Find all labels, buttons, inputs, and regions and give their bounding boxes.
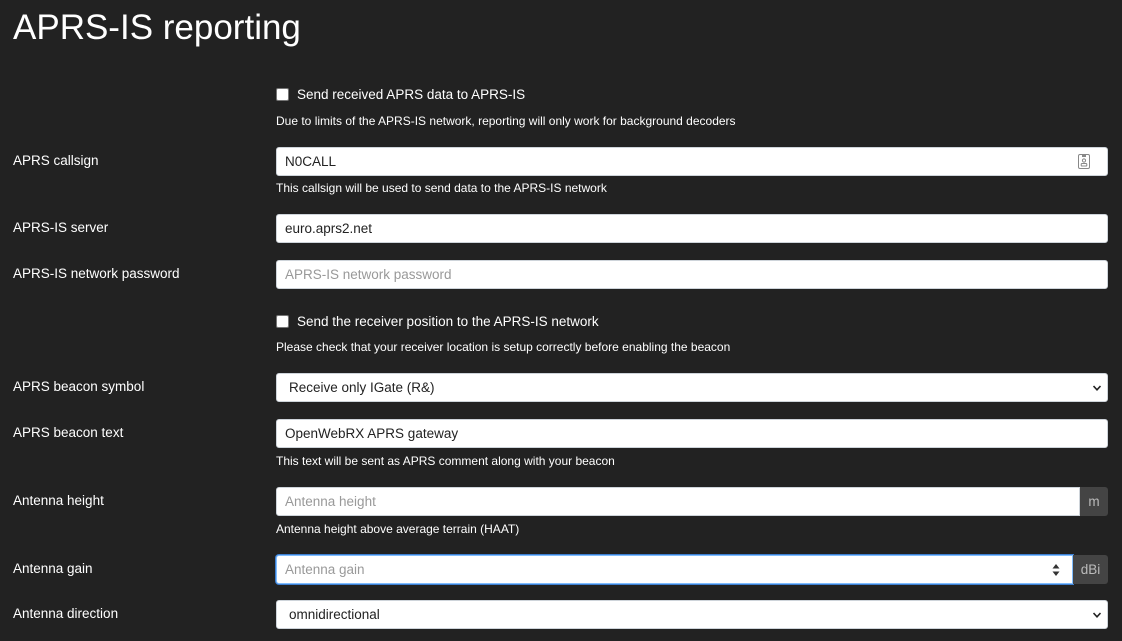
beacon-symbol-value: Receive only IGate (R&) [289,380,435,395]
beacon-position-help: Please check that your receiver location is setup correctly before enabling the beacon [276,340,731,354]
password-input[interactable] [276,260,1108,289]
beacon-position-checkbox[interactable] [276,315,289,328]
callsign-label: APRS callsign [13,153,99,168]
antenna-gain-unit: dBi [1073,555,1108,584]
server-label: APRS-IS server [13,220,109,235]
chevron-down-icon [1093,384,1101,392]
antenna-height-placeholder: Antenna height [285,494,376,509]
beacon-text-label: APRS beacon text [13,425,124,440]
number-spinner-icon[interactable] [1052,563,1060,577]
password-placeholder: APRS-IS network password [285,267,452,282]
beacon-position-row[interactable] [276,312,599,330]
beacon-text-help: This text will be sent as APRS comment along with your beacon [276,454,615,468]
server-value: euro.aprs2.net [285,221,373,236]
page-title: APRS-IS reporting [13,8,301,47]
beacon-symbol-label: APRS beacon symbol [13,379,145,394]
antenna-height-unit: m [1080,487,1108,516]
callsign-help: This callsign will be used to send data to the APRS-IS network [276,181,607,195]
antenna-height-input[interactable] [276,487,1080,516]
chevron-down-icon [1093,611,1101,619]
report-aprs-checkbox-label[interactable]: Send received APRS data to APRS-IS [297,86,526,102]
antenna-gain-placeholder: Antenna gain [285,562,365,577]
antenna-height-label: Antenna height [13,493,104,508]
beacon-text-value: OpenWebRX APRS gateway [285,426,459,441]
report-aprs-row[interactable] [276,85,525,103]
contact-card-icon[interactable] [1078,154,1090,169]
server-input[interactable] [276,214,1108,243]
password-label: APRS-IS network password [13,266,180,281]
antenna-height-help: Antenna height above average terrain (HAAT) [276,522,520,536]
beacon-position-checkbox-label[interactable]: Send the receiver position to the APRS-IS network [297,313,599,329]
callsign-input[interactable] [276,147,1108,176]
report-aprs-help: Due to limits of the APRS-IS network, reporting will only work for background decoders [276,114,736,128]
antenna-direction-select[interactable] [276,600,1108,629]
beacon-symbol-select[interactable] [276,373,1108,402]
callsign-value: N0CALL [285,154,337,169]
antenna-direction-label: Antenna direction [13,606,119,621]
antenna-gain-input[interactable] [276,555,1073,584]
antenna-gain-label: Antenna gain [13,561,93,576]
antenna-direction-value: omnidirectional [289,607,380,622]
beacon-text-input[interactable] [276,419,1108,448]
report-aprs-checkbox[interactable] [276,88,289,101]
